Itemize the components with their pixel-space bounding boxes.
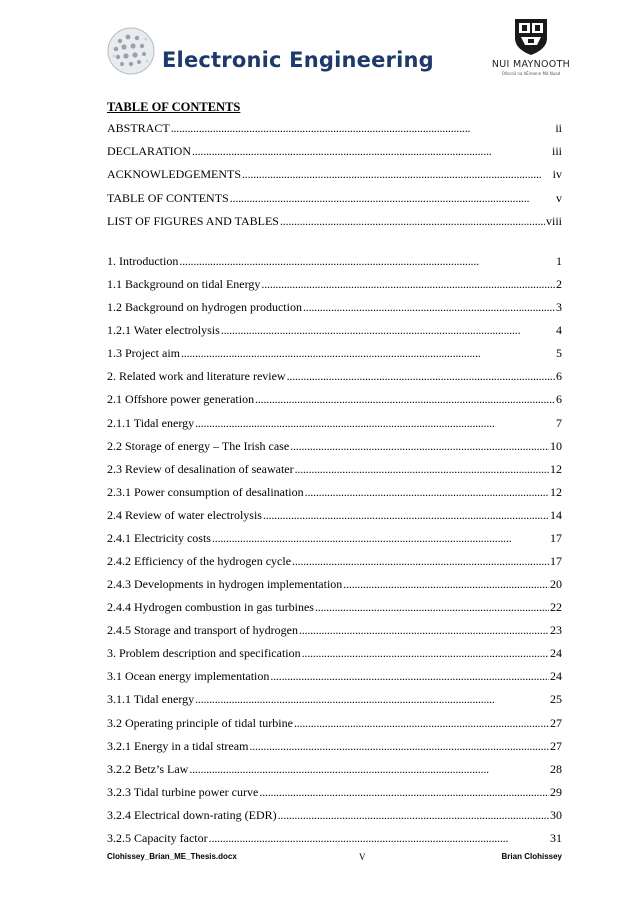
toc-entry[interactable]	[107, 191, 562, 214]
crest-icon	[511, 16, 551, 56]
toc-entry-page: viii	[545, 213, 562, 228]
dot-leader	[280, 214, 545, 229]
toc-entry-title: 2.4.1 Electricity costs	[107, 530, 211, 545]
toc-entry-page: 27	[550, 738, 562, 753]
toc-entry-title: 2.4.2 Efficiency of the hydrogen cycle	[107, 554, 292, 569]
toc-entry[interactable]	[107, 214, 562, 237]
toc-entry-title: 3.2.2 Betz’s Law	[107, 761, 189, 776]
toc-entry-page: 1	[556, 254, 562, 268]
dot-leader	[303, 300, 555, 315]
toc-entry-page: 10	[550, 438, 562, 453]
dot-leader	[209, 831, 549, 846]
dot-leader	[179, 254, 555, 269]
toc-entry-title: 2.4.4 Hydrogen combustion in gas turbines	[107, 600, 314, 615]
toc-entry-page: 17	[550, 554, 562, 569]
toc-entry-title: 2.3.1 Power consumption of desalination	[107, 484, 304, 499]
toc-entry[interactable]	[107, 439, 562, 462]
toc-entry-title: 1. Introduction	[107, 254, 179, 268]
toc-entry-page: 4	[556, 323, 562, 338]
toc-entry[interactable]	[107, 254, 562, 277]
toc-entry[interactable]	[107, 508, 562, 531]
toc-entry[interactable]	[107, 554, 562, 577]
toc-entry-page: 24	[550, 646, 562, 661]
toc-entry[interactable]	[107, 346, 562, 369]
dot-leader	[195, 692, 549, 707]
toc-entry-page: 12	[550, 484, 562, 499]
toc-entry-title: LIST OF FIGURES AND TABLES	[107, 213, 279, 228]
toc-entry[interactable]	[107, 144, 562, 167]
dot-leader	[263, 508, 549, 523]
toc-entry[interactable]	[107, 167, 562, 190]
toc-entry[interactable]	[107, 739, 562, 762]
toc-entry-page: 14	[550, 507, 562, 522]
toc-entry-title: 2.4 Review of water electrolysis	[107, 507, 262, 522]
toc-entry[interactable]	[107, 646, 562, 669]
dot-leader	[278, 808, 549, 823]
toc-entry-title: 1.1 Background on tidal Energy	[107, 277, 261, 292]
toc-entry-title: 3.2.3 Tidal turbine power curve	[107, 784, 259, 799]
dot-leader	[171, 121, 555, 136]
toc-entry-title: 3.2.1 Energy in a tidal stream	[107, 738, 249, 753]
toc-entry-title: DECLARATION	[107, 144, 191, 159]
toc-entry-title: 2.1.1 Tidal energy	[107, 415, 195, 430]
toc-entry-title: 2.3 Review of desalination of seawater	[107, 461, 294, 476]
toc-entry-page: 20	[550, 577, 562, 592]
toc-entry-page: 17	[550, 530, 562, 545]
toc-entry-title: 3.1 Ocean energy implementation	[107, 669, 270, 684]
dot-leader	[195, 416, 555, 431]
dot-leader	[343, 577, 549, 592]
toc-entry-title: 2.2 Storage of energy – The Irish case	[107, 438, 290, 453]
toc-heading: TABLE OF CONTENTS	[107, 100, 241, 114]
dot-leader	[294, 716, 549, 731]
toc-entry-page: 28	[550, 761, 562, 776]
toc-entry[interactable]	[107, 716, 562, 739]
toc-entry[interactable]	[107, 485, 562, 508]
dot-leader	[259, 785, 549, 800]
dot-leader	[315, 600, 549, 615]
toc-front-matter	[107, 121, 562, 237]
dot-leader	[295, 462, 549, 477]
toc-entry-title: 3.1.1 Tidal energy	[107, 692, 195, 707]
toc-entry-page: 29	[550, 784, 562, 799]
dot-leader	[270, 669, 549, 684]
university-name: NUI MAYNOOTH	[491, 59, 571, 70]
footer-filename: Clohissey_Brian_ME_Thesis.docx	[107, 852, 237, 861]
toc-entry-page: 7	[556, 415, 562, 430]
toc-entry-title: 3.2.4 Electrical down-rating (EDR)	[107, 807, 277, 822]
toc-entry-page: 24	[550, 669, 562, 684]
dot-leader	[290, 439, 549, 454]
dot-leader	[242, 167, 552, 182]
toc-entry-page: 27	[550, 715, 562, 730]
toc-entry-page: 12	[550, 461, 562, 476]
dot-leader	[302, 646, 549, 661]
toc-entry-title: 1.3 Project aim	[107, 346, 180, 361]
toc-entry-page: 22	[550, 600, 562, 615]
department-logo	[106, 26, 434, 86]
toc-entry-page: 6	[556, 392, 562, 407]
toc-entry[interactable]	[107, 323, 562, 346]
toc-entry[interactable]	[107, 392, 562, 415]
toc-entry-title: 1.2.1 Water electrolysis	[107, 323, 220, 338]
university-subtitle: Ollscoil na hÉireann Má Nuad	[501, 71, 561, 76]
toc-entry[interactable]	[107, 300, 562, 323]
toc-entry-title: 2.4.5 Storage and transport of hydrogen	[107, 623, 298, 638]
university-logo	[476, 16, 586, 86]
toc-body-entries	[107, 254, 562, 854]
dot-leader	[287, 369, 555, 384]
dot-leader	[255, 392, 555, 407]
dot-leader	[305, 485, 549, 500]
dot-leader	[192, 144, 551, 159]
toc-entry[interactable]	[107, 808, 562, 831]
dot-leader	[261, 277, 555, 292]
dot-leader	[230, 191, 555, 206]
dot-leader	[299, 623, 549, 638]
toc-entry[interactable]	[107, 831, 562, 854]
toc-entry[interactable]	[107, 369, 562, 392]
toc-entry-title: ACKNOWLEDGEMENTS	[107, 167, 241, 182]
toc-entry-page: 2	[556, 277, 562, 292]
toc-entry-title: 3. Problem description and specification	[107, 646, 301, 661]
toc-entry-title: ABSTRACT	[107, 121, 170, 135]
toc-entry[interactable]	[107, 121, 562, 144]
toc-entry-title: 1.2 Background on hydrogen production	[107, 300, 302, 315]
department-title: Electronic Engineering	[162, 48, 434, 72]
dot-leader	[249, 739, 549, 754]
dot-leader	[221, 323, 555, 338]
dot-leader	[181, 346, 555, 361]
footer-page-number: V	[359, 852, 366, 862]
toc-entry-page: 25	[550, 692, 562, 707]
toc-entry-title: 3.2 Operating principle of tidal turbine	[107, 715, 293, 730]
toc-entry-page: v	[556, 190, 562, 205]
toc-entry-page: 31	[550, 830, 562, 845]
dot-leader	[212, 531, 549, 546]
toc-entry[interactable]	[107, 623, 562, 646]
toc-entry-title: 2.4.3 Developments in hydrogen implementation	[107, 577, 343, 592]
toc-entry-page: ii	[555, 121, 562, 135]
toc-entry-page: 6	[556, 369, 562, 384]
toc-entry[interactable]	[107, 669, 562, 692]
toc-entry-title: 3.2.5 Capacity factor	[107, 830, 208, 845]
toc-entry-page: 30	[550, 807, 562, 822]
toc-entry-page: 23	[550, 623, 562, 638]
toc-entry[interactable]	[107, 277, 562, 300]
toc-entry[interactable]	[107, 600, 562, 623]
toc-entry[interactable]	[107, 416, 562, 439]
dot-leader	[292, 554, 549, 569]
toc-entry[interactable]	[107, 462, 562, 485]
toc-entry[interactable]	[107, 577, 562, 600]
toc-entry[interactable]	[107, 692, 562, 715]
toc-entry[interactable]	[107, 762, 562, 785]
toc-entry-page: 3	[556, 300, 562, 315]
globe-icon	[106, 26, 156, 76]
footer-author: Brian Clohissey	[501, 852, 562, 861]
toc-entry[interactable]	[107, 785, 562, 808]
toc-entry-title: 2.1 Offshore power generation	[107, 392, 255, 407]
toc-entry-title: TABLE OF CONTENTS	[107, 190, 229, 205]
toc-entry-page: iii	[551, 144, 562, 159]
toc-entry-title: 2. Related work and literature review	[107, 369, 286, 384]
dot-leader	[189, 762, 549, 777]
page-footer	[107, 852, 562, 866]
toc-entry-page: iv	[552, 167, 562, 182]
toc-entry-page: 5	[556, 346, 562, 361]
toc-entry[interactable]	[107, 531, 562, 554]
